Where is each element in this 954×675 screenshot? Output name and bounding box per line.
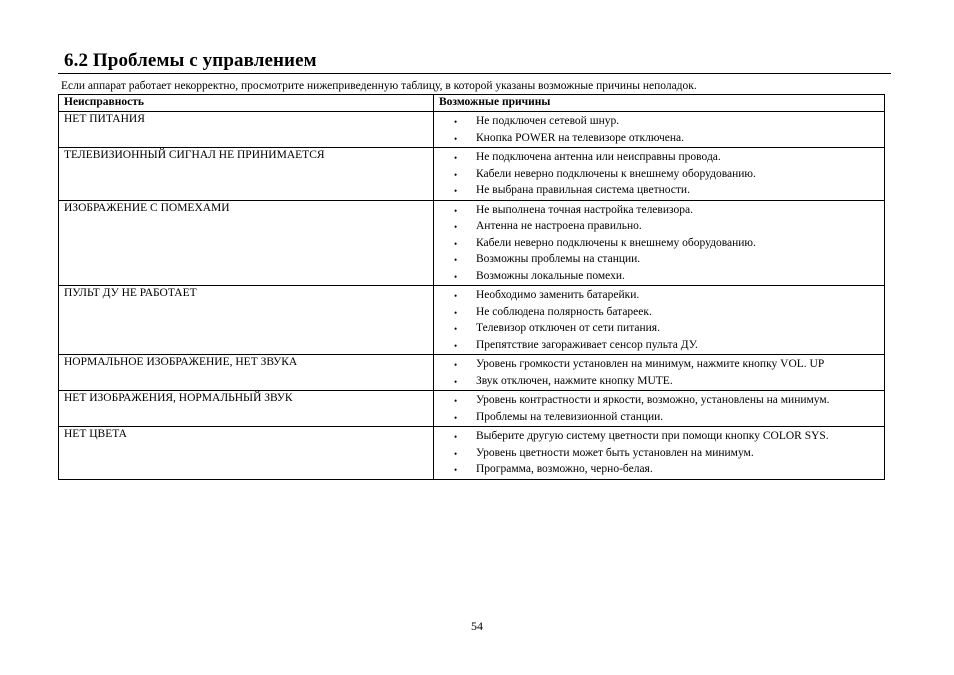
cause-text: Кабели неверно подключены к внешнему оборудованию. (476, 236, 756, 249)
bullet-icon: • (454, 324, 458, 334)
list-item (434, 428, 878, 445)
causes-cell (434, 391, 885, 427)
list-item (434, 268, 878, 285)
cause-text: Уровень цветности может быть установлен на минимум. (476, 446, 754, 459)
bullet-icon: • (454, 117, 458, 127)
bullet-icon: • (454, 448, 458, 459)
table-row (59, 391, 885, 427)
causes-list (434, 356, 878, 389)
table-row (59, 286, 885, 355)
bullet-icon: • (454, 376, 458, 387)
list-item (434, 166, 878, 183)
causes-cell (434, 200, 885, 286)
table-header-row (59, 95, 885, 112)
bullet-icon: • (454, 153, 458, 163)
bullet-icon: • (454, 238, 458, 249)
bullet-icon: • (454, 222, 458, 232)
bullet-icon: • (454, 340, 458, 351)
column-header-fault: Неисправность (59, 95, 434, 112)
heading-rule (58, 73, 891, 74)
table-row (59, 148, 885, 201)
fault-cell: ИЗОБРАЖЕНИЕ С ПОМЕХАМИ (59, 200, 434, 286)
causes-cell (434, 148, 885, 201)
intro-text: Если аппарат работает некорректно, просмотрите нижеприведенную таблицу, в которой указаны возможные причины неполадок. (61, 80, 697, 92)
bullet-icon: • (454, 396, 458, 406)
bullet-icon: • (454, 360, 458, 370)
cause-text: Проблемы на телевизионной станции. (476, 410, 664, 423)
bullet-icon: • (454, 307, 458, 318)
troubleshooting-table (58, 94, 885, 480)
causes-list (434, 113, 878, 146)
bullet-icon: • (454, 465, 458, 475)
table-row (59, 427, 885, 480)
bullet-icon: • (454, 186, 458, 196)
bullet-icon: • (454, 432, 458, 442)
cause-text: Уровень контрастности и яркости, возможно, установлены на минимум. (476, 394, 830, 406)
cause-text: Антенна не настроена правильно. (476, 220, 642, 232)
causes-list (434, 287, 878, 353)
fault-cell: НЕТ ЦВЕТА (59, 427, 434, 480)
list-item (434, 235, 878, 252)
cause-text: Не выполнена точная настройка телевизора. (476, 203, 693, 216)
table-row (59, 355, 885, 391)
cause-text: Кабели неверно подключены к внешнему оборудованию. (476, 167, 756, 180)
cause-text: Уровень громкости установлен на минимум, нажмите кнопку VOL. UP (476, 358, 825, 370)
list-item (434, 320, 878, 337)
list-item (434, 356, 878, 373)
list-item (434, 130, 878, 147)
fault-cell: НЕТ ПИТАНИЯ (59, 112, 434, 148)
cause-text: Звук отключен, нажмите кнопку MUTE. (476, 374, 673, 387)
list-item (434, 373, 878, 390)
page-number: 54 (471, 619, 483, 633)
cause-text: Телевизор отключен от сети питания. (476, 322, 660, 334)
bullet-icon: • (454, 169, 458, 180)
cause-text: Препятствие загораживает сенсор пульта ДУ. (476, 338, 698, 351)
cause-text: Не выбрана правильная система цветности. (476, 184, 690, 196)
fault-cell: ТЕЛЕВИЗИОННЫЙ СИГНАЛ НЕ ПРИНИМАЕТСЯ (59, 148, 434, 201)
causes-cell (434, 427, 885, 480)
table-row (59, 112, 885, 148)
fault-cell: НОРМАЛЬНОЕ ИЗОБРАЖЕНИЕ, НЕТ ЗВУКА (59, 355, 434, 391)
cause-text: Возможны проблемы на станции. (476, 253, 641, 265)
cause-text: Не соблюдена полярность батареек. (476, 305, 652, 318)
list-item (434, 392, 878, 409)
fault-cell: НЕТ ИЗОБРАЖЕНИЯ, НОРМАЛЬНЫЙ ЗВУК (59, 391, 434, 427)
bullet-icon: • (454, 133, 458, 144)
bullet-icon: • (454, 205, 458, 216)
bullet-icon: • (454, 271, 458, 282)
list-item (434, 304, 878, 321)
fault-cell: ПУЛЬТ ДУ НЕ РАБОТАЕТ (59, 286, 434, 355)
cause-text: Не подключена антенна или неисправны провода. (476, 151, 721, 163)
bullet-icon: • (454, 291, 458, 301)
column-header-causes: Возможные причины (434, 95, 885, 112)
list-item (434, 251, 878, 268)
list-item (434, 202, 878, 219)
list-item (434, 287, 878, 304)
list-item (434, 182, 878, 199)
list-item (434, 149, 878, 166)
causes-cell (434, 355, 885, 391)
list-item (434, 218, 878, 235)
causes-cell (434, 112, 885, 148)
causes-list (434, 428, 878, 478)
cause-text: Необходимо заменить батарейки. (476, 289, 640, 301)
list-item (434, 337, 878, 354)
cause-text: Кнопка POWER на телевизоре отключена. (476, 131, 685, 144)
list-item (434, 113, 878, 130)
cause-text: Не подключен сетевой шнур. (476, 115, 620, 127)
table-row (59, 200, 885, 286)
cause-text: Выберите другую систему цветности при помощи кнопку COLOR SYS. (476, 430, 829, 442)
bullet-icon: • (454, 255, 458, 265)
causes-cell (434, 286, 885, 355)
causes-list (434, 202, 878, 285)
bullet-icon: • (454, 412, 458, 423)
table-body (59, 112, 885, 480)
causes-list (434, 392, 878, 425)
list-item (434, 409, 878, 426)
section-heading: 6.2 Проблемы с управлением (64, 50, 317, 71)
cause-text: Программа, возможно, черно-белая. (476, 463, 653, 475)
list-item (434, 461, 878, 478)
cause-text: Возможны локальные помехи. (476, 269, 625, 282)
list-item (434, 445, 878, 462)
causes-list (434, 149, 878, 199)
